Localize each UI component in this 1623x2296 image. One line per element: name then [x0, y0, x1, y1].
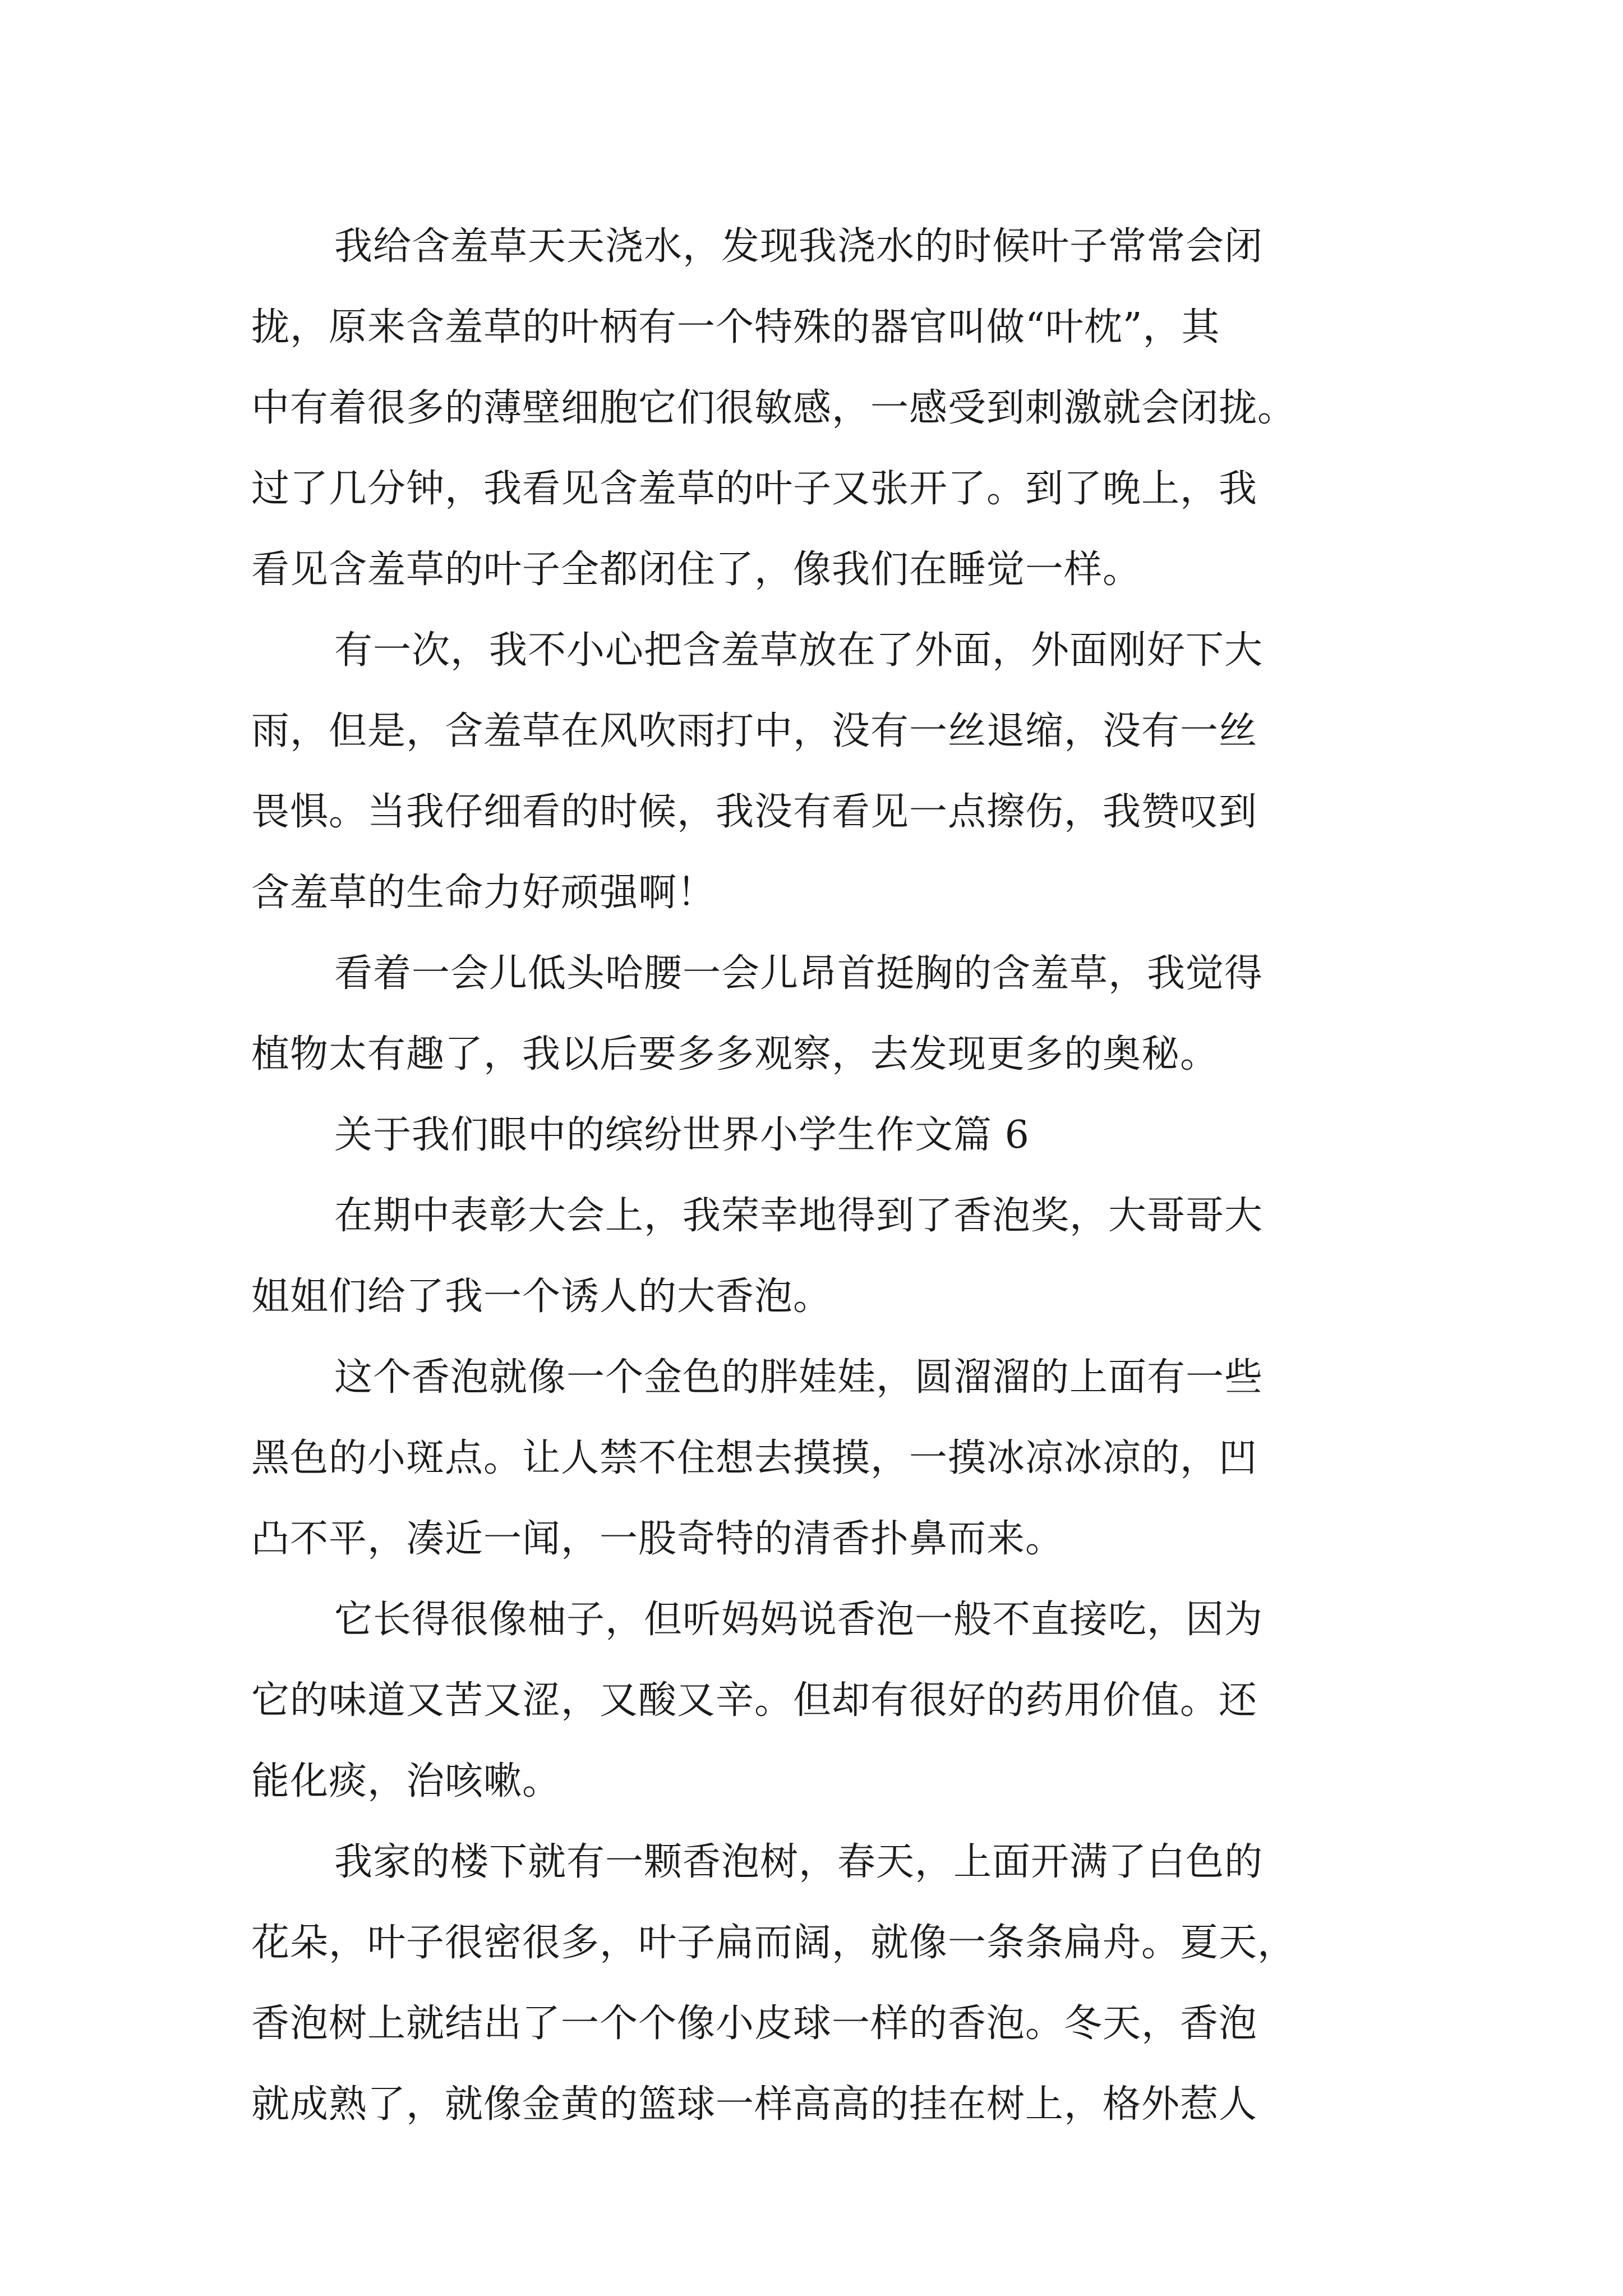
text-line: 有一次，我不小心把含羞草放在了外面，外面刚好下大 — [334, 628, 1264, 673]
text-line: 过了几分钟，我看见含羞草的叶子又张开了。到了晚上，我 — [251, 467, 1258, 511]
text-line: 看着一会儿低头哈腰一会儿昂首挺胸的含羞草，我觉得 — [334, 951, 1264, 996]
text-line: 香泡树上就结出了一个个像小皮球一样的香泡。冬天，香泡 — [251, 2001, 1258, 2046]
text-line: 姐姐们给了我一个诱人的大香泡。 — [251, 1274, 832, 1319]
text-line: 我给含羞草天天浇水，发现我浇水的时候叶子常常会闭 — [334, 224, 1264, 269]
text-line: 在期中表彰大会上，我荣幸地得到了香泡奖，大哥哥大 — [334, 1194, 1264, 1238]
text-line: 中有着很多的薄壁细胞它们很敏感，一感受到刺激就会闭拢。 — [251, 386, 1297, 430]
text-line: 花朵，叶子很密很多，叶子扁而阔，就像一条条扁舟。夏天， — [251, 1921, 1297, 1965]
text-line: 能化痰，治咳嗽。 — [251, 1759, 561, 1803]
body-text — [251, 206, 1373, 2145]
text-line: 畏惧。当我仔细看的时候，我没有看见一点擦伤，我赞叹到 — [251, 790, 1258, 834]
text-line: 我家的楼下就有一颗香泡树，春天，上面开满了白色的 — [334, 1840, 1264, 1884]
text-line: 就成熟了，就像金黄的篮球一样高高的挂在树上，格外惹人 — [251, 2082, 1258, 2127]
text-line: 看见含羞草的叶子全都闭住了，像我们在睡觉一样。 — [251, 547, 1142, 592]
text-line: 含羞草的生命力好顽强啊！ — [251, 871, 716, 915]
text-line: 这个香泡就像一个金色的胖娃娃，圆溜溜的上面有一些 — [334, 1355, 1264, 1400]
text-line: 它长得很像柚子，但听妈妈说香泡一般不直接吃，因为 — [334, 1598, 1264, 1642]
text-line: 它的味道又苦又涩，又酸又辛。但却有很好的药用价值。还 — [251, 1678, 1258, 1723]
text-line: 凸不平，凑近一闻，一股奇特的清香扑鼻而来。 — [251, 1517, 1064, 1561]
section-heading: 关于我们眼中的缤纷世界小学生作文篇 6 — [334, 1113, 1030, 1157]
text-line: 拢，原来含羞草的叶柄有一个特殊的器官叫做“叶枕”，其 — [251, 305, 1220, 349]
text-line: 黑色的小斑点。让人禁不住想去摸摸，一摸冰凉冰凉的，凹 — [251, 1436, 1258, 1480]
text-line: 雨，但是，含羞草在风吹雨打中，没有一丝退缩，没有一丝 — [251, 709, 1258, 753]
text-line: 植物太有趣了，我以后要多多观察，去发现更多的奥秘。 — [251, 1032, 1219, 1076]
